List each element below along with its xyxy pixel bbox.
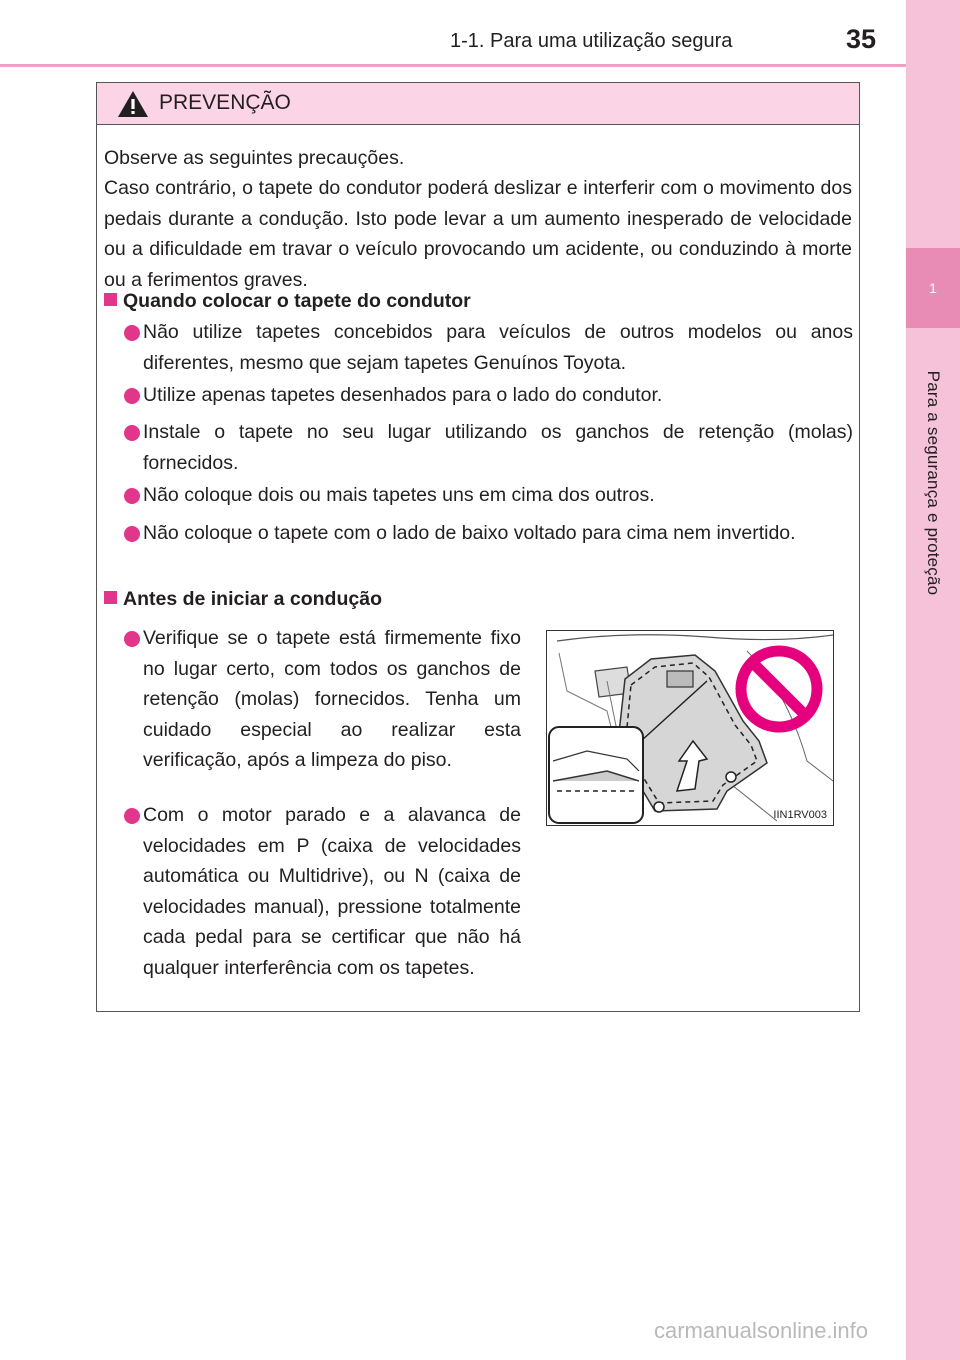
bullet-item: Com o motor parado e a alavanca de velocidades em P (caixa de velocidades automática ou Multidrive), ou N (caixa de velocidades manual), pressione totalmente cada pedal para se certificar que não há qualquer interferência com os tapetes. [143, 804, 521, 979]
section-heading-text: Quando colocar o tapete do condutor [123, 290, 471, 312]
bullet-item: Não coloque o tapete com o lado de baixo voltado para cima nem invertido. [143, 522, 796, 544]
round-bullet-icon [124, 488, 140, 504]
warning-triangle-icon [117, 90, 149, 118]
floor-mat-drawing [547, 631, 834, 826]
chapter-title-tab[interactable] [906, 338, 960, 628]
square-bullet-icon [104, 293, 117, 306]
bullet-item: Utilize apenas tapetes desenhados para o lado do condutor. [143, 384, 663, 406]
round-bullet-icon [124, 425, 140, 441]
floor-mat-illustration [546, 630, 834, 826]
illustration-code: IIN1RV003 [773, 809, 827, 821]
chapter-number-tab[interactable]: 1 [906, 248, 960, 328]
round-bullet-icon [124, 631, 140, 647]
section-heading-placement [104, 286, 852, 317]
prohibition-icon [741, 651, 817, 727]
intro-paragraph: Caso contrário, o tapete do condutor poderá deslizar e interferir com o movimento dos pedais durante a condução. Isto pode levar a um aumento inesperado de velocidade ou a dificuldade em travar o veículo provocando um acidente, ou conduzindo à morte ou a ferimentos graves. [104, 177, 852, 291]
warning-box-header [97, 83, 859, 125]
watermark: carmanualsonline.info [654, 1318, 869, 1343]
chapter-tab-column [906, 0, 960, 1360]
page-number: 35 [846, 24, 877, 54]
round-bullet-icon [124, 808, 140, 824]
bullet-item: Não utilize tapetes concebidos para veículos de outros modelos ou anos diferentes, mesmo que sejam tapetes Genuínos Toyota. [143, 321, 853, 374]
warning-title: PREVENÇÃO [159, 91, 291, 114]
round-bullet-icon [124, 388, 140, 404]
bullet-item: Instale o tapete no seu lugar utilizando os ganchos de retenção (molas) fornecidos. [143, 421, 853, 474]
bullet-item: Verifique se o tapete está firmemente fixo no lugar certo, com todos os ganchos de retenção (molas) fornecidos. Tenha um cuidado especial ao realizar esta verificação, após a limpeza do piso. [143, 627, 521, 771]
chapter-title: Para a segurança e proteção [924, 370, 943, 596]
intro-line: Observe as seguintes precauções. [104, 147, 405, 169]
section-heading-text: Antes de iniciar a condução [123, 588, 382, 610]
round-bullet-icon [124, 526, 140, 542]
bullet-item: Não coloque dois ou mais tapetes uns em cima dos outros. [143, 484, 655, 506]
section-title: 1-1. Para uma utilização segura [450, 30, 733, 52]
section-heading-before-driving [104, 584, 852, 615]
round-bullet-icon [124, 325, 140, 341]
header-rule [0, 64, 906, 67]
square-bullet-icon [104, 591, 117, 604]
